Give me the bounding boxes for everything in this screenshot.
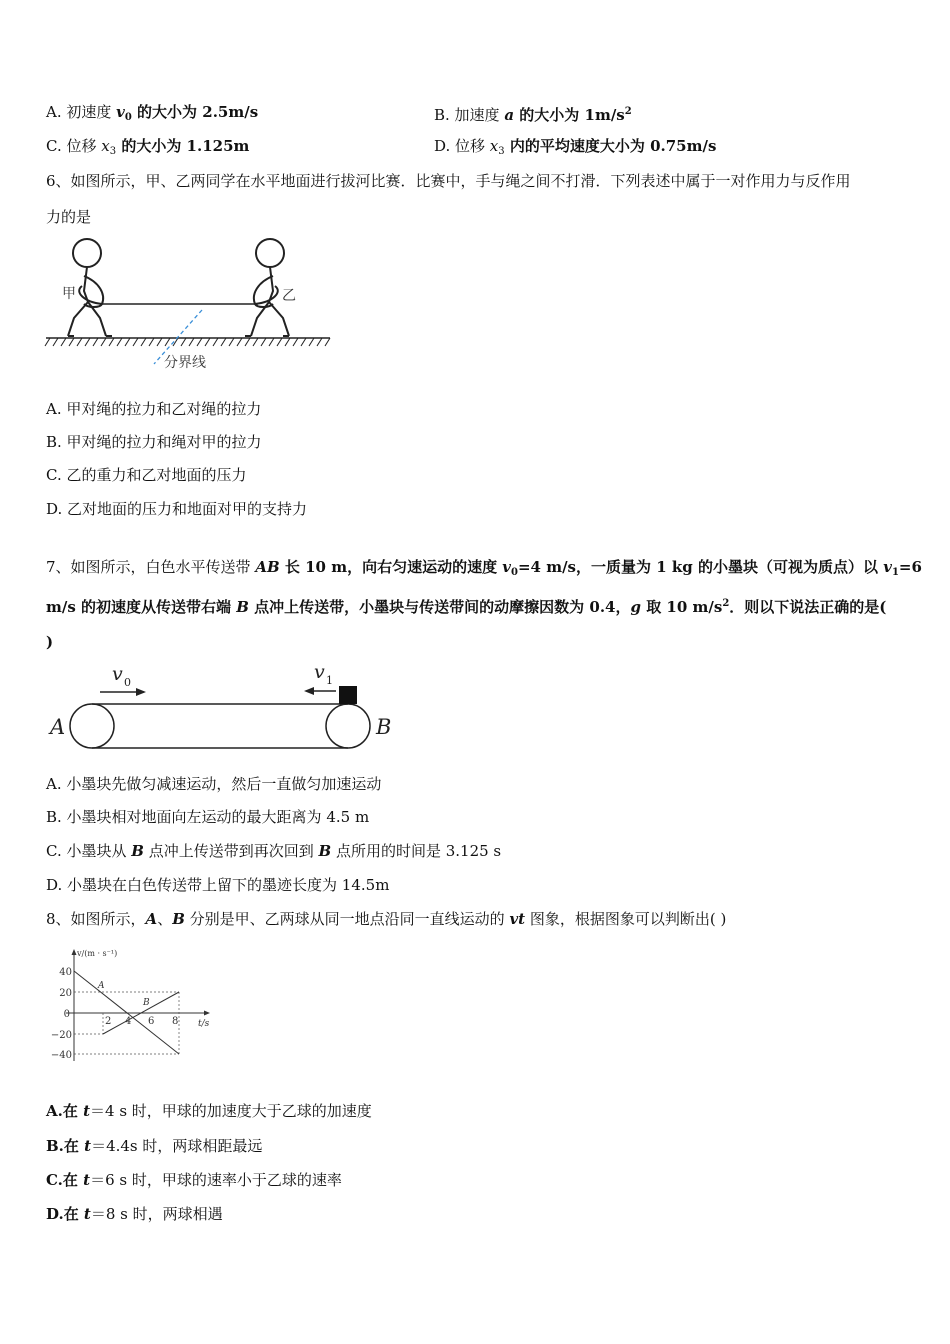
- xtick: 4: [125, 1016, 132, 1027]
- var: B: [236, 598, 249, 616]
- var: v: [502, 558, 512, 576]
- text: 的大小为 2.5m/s: [131, 103, 259, 121]
- sub: 3: [498, 146, 505, 157]
- text: 点冲上传送带，小墨块与传送带间的动摩擦因数为 0.4，: [248, 598, 631, 616]
- text: m/s 的初速度从传送带右端: [46, 598, 237, 616]
- text: A. 初速度: [46, 103, 117, 121]
- q6-stem-line2: 力的是: [46, 208, 92, 226]
- tug-of-war-figure: [44, 236, 334, 376]
- var: x: [489, 137, 499, 155]
- text: 图象，根据图象可以判断出( ): [525, 910, 727, 928]
- text: A.在: [46, 1102, 84, 1120]
- text: C. 小墨块从: [46, 842, 132, 860]
- graph-label-b: B: [143, 998, 150, 1008]
- text: 点所用的时间是 3.125 s: [331, 842, 502, 860]
- sup: 2: [722, 598, 730, 609]
- text: =4 m/s，一质量为 1 kg 的小墨块（可视为质点）以: [517, 558, 884, 576]
- var: A: [145, 910, 158, 928]
- var: t: [83, 1102, 91, 1120]
- text: C.在: [46, 1171, 84, 1189]
- var: g: [630, 598, 641, 616]
- graph-ylabel: v/(m · s⁻¹): [77, 949, 118, 958]
- vt-graph: [50, 946, 224, 1064]
- label-boundary: 分界线: [164, 355, 206, 371]
- text: 的大小为 1m/s: [514, 106, 625, 124]
- text: 、: [157, 910, 173, 928]
- text: 长 10 m，向右匀速运动的速度: [279, 558, 503, 576]
- sub: 0: [124, 112, 132, 123]
- q7-stem-line3: ): [46, 633, 54, 651]
- var: B: [172, 910, 185, 928]
- text: ＝6 s 时，甲球的速率小于乙球的速率: [90, 1171, 342, 1189]
- q6-option-c: C. 乙的重力和乙对地面的压力: [46, 466, 247, 484]
- text: 7、如图所示，白色水平传送带: [46, 558, 256, 576]
- q8-option-a: [46, 1101, 372, 1121]
- text: B. 加速度: [434, 106, 505, 124]
- text: =6: [898, 558, 922, 576]
- q7-option-c: [46, 841, 501, 861]
- q6-option-b: B. 甲对绳的拉力和绳对甲的拉力: [46, 433, 262, 451]
- label-a: A: [50, 715, 66, 739]
- q7-stem-line1: [46, 557, 922, 583]
- var: v: [116, 103, 125, 121]
- ytick: −20: [50, 1030, 72, 1041]
- q5-option-a: [46, 102, 258, 128]
- text: ＝4 s 时，甲球的加速度大于乙球的加速度: [90, 1102, 372, 1120]
- xtick: 2: [105, 1016, 112, 1027]
- text: D. 位移: [434, 137, 490, 155]
- ytick: −40: [50, 1050, 72, 1061]
- q8-option-d: [46, 1204, 223, 1224]
- var: x: [101, 137, 110, 155]
- var: t: [83, 1171, 91, 1189]
- label-v0-sub: 0: [124, 676, 131, 689]
- q5-option-b: [434, 102, 632, 125]
- label-v1-sub: 1: [326, 674, 333, 687]
- q6-stem-line1: 6、如图所示，甲、乙两同学在水平地面进行拔河比赛．比赛中，手与绳之间不打滑．下列表述中属于一对作用力与反作用: [46, 172, 851, 190]
- q7-option-d: D. 小墨块在白色传送带上留下的墨迹长度为 14.5m: [46, 876, 390, 894]
- label-v0: v: [112, 663, 123, 685]
- xtick: 6: [148, 1016, 155, 1027]
- label-v1: v: [314, 661, 325, 683]
- q7-stem-line2: [46, 594, 886, 617]
- text: 点冲上传送带到再次回到: [143, 842, 319, 860]
- label-yi: 乙: [282, 288, 296, 304]
- text: 8、如图所示，: [46, 910, 146, 928]
- text: C. 位移: [46, 137, 102, 155]
- text: ．则以下说法正确的是(: [729, 598, 887, 616]
- var: t: [83, 1205, 91, 1223]
- q6-option-a: A. 甲对绳的拉力和乙对绳的拉力: [46, 400, 262, 418]
- var: AB: [255, 558, 280, 576]
- q6-option-d: D. 乙对地面的压力和地面对甲的支持力: [46, 500, 308, 518]
- text: 取 10 m/s: [640, 598, 723, 616]
- sup: 2: [624, 106, 632, 117]
- text: ＝4.4s 时，两球相距最远: [91, 1137, 263, 1155]
- q5-option-c: [46, 136, 249, 162]
- q7-option-a: A. 小墨块先做匀减速运动，然后一直做匀加速运动: [46, 775, 382, 793]
- text: D.在: [46, 1205, 84, 1223]
- graph-label-a: A: [98, 981, 105, 991]
- ytick: 20: [59, 988, 72, 999]
- label-jia: 甲: [62, 286, 76, 302]
- sub: 3: [109, 146, 117, 157]
- var: v: [883, 558, 892, 576]
- var: t: [84, 1137, 92, 1155]
- q8-option-c: [46, 1170, 342, 1190]
- q8-stem: [46, 909, 726, 929]
- text: 内的平均速度大小为 0.75m/s: [504, 137, 717, 155]
- graph-xlabel: t/s: [198, 1019, 210, 1029]
- ytick: 0: [63, 1009, 70, 1020]
- label-b: B: [376, 715, 392, 739]
- ytick: 40: [59, 967, 72, 978]
- text: 的大小为 1.125m: [116, 137, 250, 155]
- text: B.在: [46, 1137, 85, 1155]
- var: B: [318, 842, 332, 860]
- q8-option-b: [46, 1136, 262, 1156]
- sub: 1: [891, 567, 899, 578]
- sub: 0: [511, 567, 518, 578]
- var: a: [504, 106, 515, 124]
- q5-option-d: [434, 136, 716, 162]
- var: B: [131, 842, 144, 860]
- xtick: 8: [172, 1016, 179, 1027]
- q7-option-b: B. 小墨块相对地面向左运动的最大距离为 4.5 m: [46, 808, 370, 826]
- conveyor-belt-figure: [46, 660, 406, 760]
- var: vt: [509, 910, 526, 928]
- text: 分别是甲、乙两球从同一地点沿同一直线运动的: [184, 910, 510, 928]
- text: ＝8 s 时，两球相遇: [90, 1205, 223, 1223]
